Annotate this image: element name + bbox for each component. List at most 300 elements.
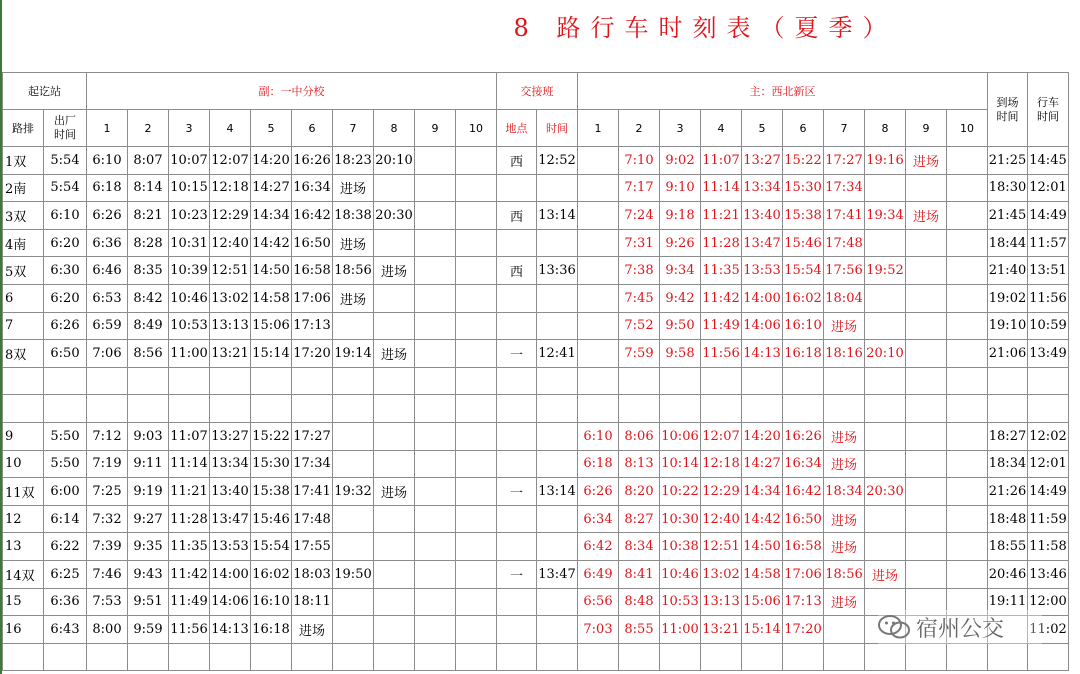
- secondary-trip-cell: [251, 395, 292, 423]
- secondary-trip-cell: 11:07: [169, 422, 210, 450]
- secondary-trip-cell: [333, 643, 374, 671]
- secondary-trip-cell: [456, 422, 497, 450]
- arrive-time-cell: 21:45: [988, 202, 1028, 230]
- secondary-trip-cell: 8:28: [128, 229, 169, 257]
- primary-trip-cell: [865, 505, 906, 533]
- arrive-time-cell: 21:25: [988, 147, 1028, 175]
- primary-trip-cell: 11:35: [701, 257, 742, 285]
- depart-time-cell: 6:22: [44, 533, 87, 561]
- handover-location-cell: [497, 422, 537, 450]
- primary-trip-cell: 7:31: [619, 229, 660, 257]
- secondary-trip-cell: 进场: [374, 257, 415, 285]
- handover-location-cell: [497, 505, 537, 533]
- primary-trip-cell: [906, 284, 947, 312]
- route-id-cell: 6: [3, 284, 44, 312]
- secondary-trip-cell: 7:06: [87, 340, 128, 368]
- primary-trip-cell: 7:45: [619, 284, 660, 312]
- depart-time-cell: 6:36: [44, 588, 87, 616]
- secondary-trip-cell: 6:53: [87, 284, 128, 312]
- primary-trip-cell: [865, 450, 906, 478]
- secondary-trip-cell: 16:02: [251, 560, 292, 588]
- primary-trip-number: 5: [742, 110, 783, 147]
- secondary-trip-cell: [87, 643, 128, 671]
- primary-trip-cell: 14:13: [742, 340, 783, 368]
- secondary-trip-cell: 10:15: [169, 174, 210, 202]
- secondary-trip-cell: [374, 174, 415, 202]
- primary-trip-cell: 11:21: [701, 202, 742, 230]
- primary-trip-cell: [865, 312, 906, 340]
- primary-trip-cell: [947, 478, 988, 506]
- primary-trip-cell: 14:06: [742, 312, 783, 340]
- secondary-trip-cell: [210, 395, 251, 423]
- secondary-trip-cell: [456, 505, 497, 533]
- secondary-trip-cell: 7:19: [87, 450, 128, 478]
- secondary-trip-cell: 13:02: [210, 284, 251, 312]
- primary-trip-cell: [906, 450, 947, 478]
- primary-trip-cell: 17:34: [824, 174, 865, 202]
- run-time-cell: 11:59: [1028, 505, 1069, 533]
- primary-trip-cell: 9:58: [660, 340, 701, 368]
- secondary-trip-cell: 17:13: [292, 312, 333, 340]
- secondary-trip-cell: [456, 340, 497, 368]
- secondary-trip-cell: [292, 643, 333, 671]
- handover-location-cell: [497, 395, 537, 423]
- primary-trip-cell: [742, 395, 783, 423]
- primary-trip-cell: [947, 560, 988, 588]
- secondary-trip-cell: [374, 450, 415, 478]
- primary-trip-cell: 10:53: [660, 588, 701, 616]
- depart-time-cell: 6:10: [44, 202, 87, 230]
- secondary-trip-cell: [415, 395, 456, 423]
- depart-time-cell: [44, 643, 87, 671]
- secondary-trip-cell: 16:58: [292, 257, 333, 285]
- handover-time-cell: [537, 229, 578, 257]
- secondary-trip-cell: 20:30: [374, 202, 415, 230]
- primary-trip-cell: 13:34: [742, 174, 783, 202]
- depart-time-cell: [44, 367, 87, 395]
- secondary-trip-cell: [210, 643, 251, 671]
- primary-trip-cell: 7:24: [619, 202, 660, 230]
- secondary-trip-cell: [292, 367, 333, 395]
- primary-trip-cell: [947, 147, 988, 175]
- secondary-trip-cell: 7:39: [87, 533, 128, 561]
- secondary-trip-cell: [415, 202, 456, 230]
- handover-location-cell: [497, 284, 537, 312]
- secondary-trip-cell: [415, 616, 456, 644]
- primary-trip-cell: 16:18: [783, 340, 824, 368]
- run-time-cell: [1028, 367, 1069, 395]
- secondary-trip-cell: 7:12: [87, 422, 128, 450]
- depart-time-cell: 6:00: [44, 478, 87, 506]
- secondary-trip-cell: 9:51: [128, 588, 169, 616]
- handover-time-cell: 13:47: [537, 560, 578, 588]
- primary-trip-cell: 17:41: [824, 202, 865, 230]
- primary-trip-number: 6: [783, 110, 824, 147]
- secondary-trip-cell: 12:29: [210, 202, 251, 230]
- secondary-trip-cell: 6:46: [87, 257, 128, 285]
- timetable: [2, 72, 1069, 671]
- handover-time-cell: [537, 450, 578, 478]
- secondary-trip-cell: [456, 367, 497, 395]
- primary-trip-cell: [865, 422, 906, 450]
- handover-location-cell: [497, 588, 537, 616]
- primary-trip-cell: [660, 643, 701, 671]
- arrive-time-cell: [988, 367, 1028, 395]
- primary-trip-cell: 17:27: [824, 147, 865, 175]
- secondary-trip-cell: 17:55: [292, 533, 333, 561]
- primary-trip-cell: [701, 367, 742, 395]
- primary-trip-cell: [906, 478, 947, 506]
- secondary-trip-cell: 14:00: [210, 560, 251, 588]
- arrive-time-cell: 18:34: [988, 450, 1028, 478]
- primary-trip-cell: [619, 395, 660, 423]
- handover-time-cell: [537, 588, 578, 616]
- primary-trip-cell: 16:26: [783, 422, 824, 450]
- run-time-cell: 14:45: [1028, 147, 1069, 175]
- secondary-trip-cell: 17:48: [292, 505, 333, 533]
- table-row: [3, 340, 1069, 368]
- primary-trip-cell: 12:29: [701, 478, 742, 506]
- handover-location-cell: [497, 450, 537, 478]
- primary-trip-cell: [578, 367, 619, 395]
- table-row: [3, 229, 1069, 257]
- secondary-trip-cell: [169, 367, 210, 395]
- primary-trip-cell: [947, 174, 988, 202]
- handover-location-cell: [497, 533, 537, 561]
- table-row: [3, 174, 1069, 202]
- secondary-trip-cell: 进场: [374, 340, 415, 368]
- secondary-trip-cell: 11:42: [169, 560, 210, 588]
- primary-trip-cell: 18:04: [824, 284, 865, 312]
- secondary-trip-cell: 15:30: [251, 450, 292, 478]
- handover-time-cell: [537, 643, 578, 671]
- secondary-trip-cell: [333, 395, 374, 423]
- primary-trip-cell: 9:18: [660, 202, 701, 230]
- secondary-trip-cell: 9:27: [128, 505, 169, 533]
- primary-trip-cell: [619, 367, 660, 395]
- secondary-trip-cell: 16:42: [292, 202, 333, 230]
- secondary-trip-cell: 9:35: [128, 533, 169, 561]
- primary-trip-cell: 8:20: [619, 478, 660, 506]
- secondary-trip-cell: [456, 257, 497, 285]
- handover-time-cell: [537, 616, 578, 644]
- primary-trip-cell: [947, 340, 988, 368]
- route-id-cell: 9: [3, 422, 44, 450]
- secondary-trip-cell: 20:10: [374, 147, 415, 175]
- secondary-trip-cell: 18:38: [333, 202, 374, 230]
- handover-location-cell: 一: [497, 560, 537, 588]
- primary-trip-cell: 14:58: [742, 560, 783, 588]
- primary-trip-cell: 16:10: [783, 312, 824, 340]
- table-row: [3, 312, 1069, 340]
- secondary-trip-cell: 8:49: [128, 312, 169, 340]
- primary-trip-cell: [947, 367, 988, 395]
- primary-trip-cell: [906, 533, 947, 561]
- secondary-trip-cell: [456, 284, 497, 312]
- header-row-1: [3, 73, 1069, 110]
- primary-trip-cell: 9:26: [660, 229, 701, 257]
- primary-trip-cell: 13:40: [742, 202, 783, 230]
- primary-trip-cell: [947, 643, 988, 671]
- primary-trip-cell: 19:16: [865, 147, 906, 175]
- secondary-trip-cell: [333, 533, 374, 561]
- primary-trip-cell: [578, 257, 619, 285]
- secondary-trip-cell: 11:35: [169, 533, 210, 561]
- primary-trip-cell: 6:26: [578, 478, 619, 506]
- primary-trip-cell: 13:13: [701, 588, 742, 616]
- depart-time-cell: 6:20: [44, 284, 87, 312]
- secondary-trip-cell: 11:56: [169, 616, 210, 644]
- handover-header: 交接班: [497, 73, 578, 110]
- secondary-trip-cell: 6:10: [87, 147, 128, 175]
- primary-trip-cell: 17:48: [824, 229, 865, 257]
- primary-trip-cell: 进场: [906, 147, 947, 175]
- primary-trip-cell: 15:54: [783, 257, 824, 285]
- secondary-trip-cell: [456, 174, 497, 202]
- secondary-trip-cell: [374, 505, 415, 533]
- primary-trip-cell: 6:42: [578, 533, 619, 561]
- primary-trip-number: 2: [619, 110, 660, 147]
- secondary-trip-cell: 14:34: [251, 202, 292, 230]
- secondary-trip-cell: 10:39: [169, 257, 210, 285]
- table-row: [3, 147, 1069, 175]
- route-id-cell: [3, 643, 44, 671]
- secondary-trip-cell: [87, 395, 128, 423]
- secondary-trip-cell: [415, 229, 456, 257]
- secondary-trip-cell: 6:18: [87, 174, 128, 202]
- run-time-header: 行车 时间: [1028, 73, 1069, 147]
- secondary-trip-cell: [415, 450, 456, 478]
- secondary-trip-cell: 8:00: [87, 616, 128, 644]
- secondary-trip-cell: [456, 450, 497, 478]
- secondary-trip-cell: [128, 395, 169, 423]
- secondary-trip-cell: [333, 422, 374, 450]
- table-row: [3, 478, 1069, 506]
- secondary-trip-cell: 15:06: [251, 312, 292, 340]
- route-id-cell: 5双: [3, 257, 44, 285]
- secondary-trip-cell: 19:32: [333, 478, 374, 506]
- primary-trip-number: 9: [906, 110, 947, 147]
- secondary-trip-cell: 13:53: [210, 533, 251, 561]
- primary-trip-cell: 18:16: [824, 340, 865, 368]
- primary-trip-cell: [906, 505, 947, 533]
- handover-time-cell: [537, 422, 578, 450]
- primary-trip-cell: [947, 202, 988, 230]
- depart-time-cell: 6:25: [44, 560, 87, 588]
- primary-trip-cell: [947, 450, 988, 478]
- depart-time-cell: 6:20: [44, 229, 87, 257]
- secondary-trip-cell: [415, 422, 456, 450]
- depart-time-cell: 5:54: [44, 174, 87, 202]
- handover-time-cell: 13:14: [537, 202, 578, 230]
- secondary-trip-cell: 14:20: [251, 147, 292, 175]
- primary-trip-cell: 16:02: [783, 284, 824, 312]
- handover-location-cell: [497, 643, 537, 671]
- secondary-trip-cell: 17:20: [292, 340, 333, 368]
- primary-trip-number: 4: [701, 110, 742, 147]
- primary-trip-cell: [660, 395, 701, 423]
- primary-trip-cell: 7:17: [619, 174, 660, 202]
- primary-trip-cell: [578, 284, 619, 312]
- secondary-trip-cell: 9:03: [128, 422, 169, 450]
- primary-trip-cell: 进场: [824, 588, 865, 616]
- primary-trip-cell: [578, 395, 619, 423]
- primary-trip-cell: 7:10: [619, 147, 660, 175]
- primary-trip-cell: 17:56: [824, 257, 865, 285]
- run-time-cell: 11:56: [1028, 284, 1069, 312]
- secondary-trip-cell: [456, 616, 497, 644]
- secondary-trip-cell: [415, 560, 456, 588]
- primary-trip-cell: 16:42: [783, 478, 824, 506]
- primary-trip-cell: [578, 229, 619, 257]
- wechat-logo-icon: [878, 614, 910, 640]
- primary-trip-cell: [947, 505, 988, 533]
- primary-trip-cell: 11:42: [701, 284, 742, 312]
- secondary-trip-cell: 13:40: [210, 478, 251, 506]
- primary-trip-cell: [947, 422, 988, 450]
- secondary-trip-cell: [374, 616, 415, 644]
- secondary-trip-cell: 17:41: [292, 478, 333, 506]
- secondary-trip-cell: [415, 505, 456, 533]
- run-time-cell: 13:46: [1028, 560, 1069, 588]
- primary-trip-number: 3: [660, 110, 701, 147]
- route-id-cell: 11双: [3, 478, 44, 506]
- secondary-trip-cell: [374, 229, 415, 257]
- primary-trip-cell: [578, 643, 619, 671]
- primary-trip-cell: 12:40: [701, 505, 742, 533]
- primary-trip-cell: 20:10: [865, 340, 906, 368]
- secondary-trip-cell: [374, 560, 415, 588]
- primary-trip-cell: 进场: [824, 312, 865, 340]
- primary-trip-cell: [865, 284, 906, 312]
- primary-trip-cell: [578, 340, 619, 368]
- run-time-cell: 14:49: [1028, 202, 1069, 230]
- route-id-cell: 1双: [3, 147, 44, 175]
- secondary-trip-cell: [456, 395, 497, 423]
- handover-location-cell: 西: [497, 257, 537, 285]
- arrive-time-cell: [988, 395, 1028, 423]
- secondary-trip-cell: 16:18: [251, 616, 292, 644]
- secondary-trip-number: 6: [292, 110, 333, 147]
- secondary-trip-cell: 12:51: [210, 257, 251, 285]
- secondary-trip-cell: 13:27: [210, 422, 251, 450]
- primary-trip-cell: 12:18: [701, 450, 742, 478]
- secondary-trip-cell: 进场: [292, 616, 333, 644]
- primary-trip-cell: [701, 395, 742, 423]
- secondary-trip-cell: 14:06: [210, 588, 251, 616]
- table-row: [3, 450, 1069, 478]
- primary-trip-cell: 18:34: [824, 478, 865, 506]
- run-time-cell: [1028, 643, 1069, 671]
- handover-location-cell: [497, 312, 537, 340]
- primary-trip-cell: [865, 229, 906, 257]
- secondary-trip-cell: [415, 147, 456, 175]
- secondary-trip-cell: [251, 643, 292, 671]
- primary-trip-cell: 19:34: [865, 202, 906, 230]
- secondary-trip-cell: 13:21: [210, 340, 251, 368]
- route-id-cell: 12: [3, 505, 44, 533]
- secondary-trip-cell: 进场: [333, 284, 374, 312]
- primary-trip-cell: [947, 395, 988, 423]
- primary-trip-cell: [619, 643, 660, 671]
- primary-trip-cell: [906, 367, 947, 395]
- handover-time-cell: [537, 533, 578, 561]
- secondary-trip-cell: 16:50: [292, 229, 333, 257]
- watermark-text: 宿州公交: [916, 616, 1005, 642]
- secondary-trip-cell: [333, 505, 374, 533]
- secondary-trip-cell: [456, 560, 497, 588]
- route-id-cell: 10: [3, 450, 44, 478]
- primary-trip-cell: 15:22: [783, 147, 824, 175]
- depart-time-header: 出厂 时间: [44, 110, 87, 147]
- handover-time-cell: 13:14: [537, 478, 578, 506]
- run-time-cell: 11:58: [1028, 533, 1069, 561]
- handover-time-cell: 13:36: [537, 257, 578, 285]
- handover-time-cell: [537, 284, 578, 312]
- primary-trip-cell: [865, 174, 906, 202]
- arrive-time-cell: 20:46: [988, 560, 1028, 588]
- secondary-trip-cell: 18:03: [292, 560, 333, 588]
- secondary-trip-cell: 11:21: [169, 478, 210, 506]
- primary-trip-cell: [660, 367, 701, 395]
- run-time-cell: 13:51: [1028, 257, 1069, 285]
- handover-time-cell: 12:41: [537, 340, 578, 368]
- arrive-time-cell: 21:40: [988, 257, 1028, 285]
- depart-time-cell: 6:43: [44, 616, 87, 644]
- arrive-time-cell: 18:27: [988, 422, 1028, 450]
- secondary-trip-cell: [251, 367, 292, 395]
- secondary-trip-cell: 14:50: [251, 257, 292, 285]
- secondary-trip-number: 5: [251, 110, 292, 147]
- primary-trip-cell: [947, 284, 988, 312]
- primary-trip-cell: 16:58: [783, 533, 824, 561]
- primary-trip-cell: 6:10: [578, 422, 619, 450]
- depart-time-cell: 5:54: [44, 147, 87, 175]
- secondary-trip-cell: [128, 643, 169, 671]
- run-time-cell: 11:02: [1028, 616, 1069, 644]
- run-time-cell: [1028, 395, 1069, 423]
- secondary-trip-cell: [456, 478, 497, 506]
- primary-trip-cell: 14:50: [742, 533, 783, 561]
- primary-trip-cell: [742, 643, 783, 671]
- primary-trip-cell: 7:59: [619, 340, 660, 368]
- secondary-trip-cell: 14:58: [251, 284, 292, 312]
- primary-trip-cell: 进场: [865, 560, 906, 588]
- primary-trip-cell: 15:06: [742, 588, 783, 616]
- primary-trip-cell: 13:47: [742, 229, 783, 257]
- secondary-trip-cell: 13:13: [210, 312, 251, 340]
- primary-trip-cell: 13:53: [742, 257, 783, 285]
- secondary-terminal-header: 副：一中分校: [87, 73, 497, 110]
- secondary-trip-cell: 17:27: [292, 422, 333, 450]
- primary-trip-cell: [824, 643, 865, 671]
- secondary-trip-cell: 9:19: [128, 478, 169, 506]
- route-id-cell: [3, 367, 44, 395]
- primary-trip-cell: [865, 643, 906, 671]
- secondary-trip-cell: 6:26: [87, 202, 128, 230]
- table-row: [3, 533, 1069, 561]
- primary-trip-cell: 7:03: [578, 616, 619, 644]
- primary-trip-cell: 15:46: [783, 229, 824, 257]
- secondary-trip-cell: 18:11: [292, 588, 333, 616]
- arrive-time-cell: 21:26: [988, 478, 1028, 506]
- secondary-trip-cell: 11:14: [169, 450, 210, 478]
- secondary-trip-cell: 8:56: [128, 340, 169, 368]
- secondary-trip-cell: [415, 174, 456, 202]
- secondary-trip-cell: 10:07: [169, 147, 210, 175]
- primary-trip-cell: 9:42: [660, 284, 701, 312]
- primary-trip-cell: 7:38: [619, 257, 660, 285]
